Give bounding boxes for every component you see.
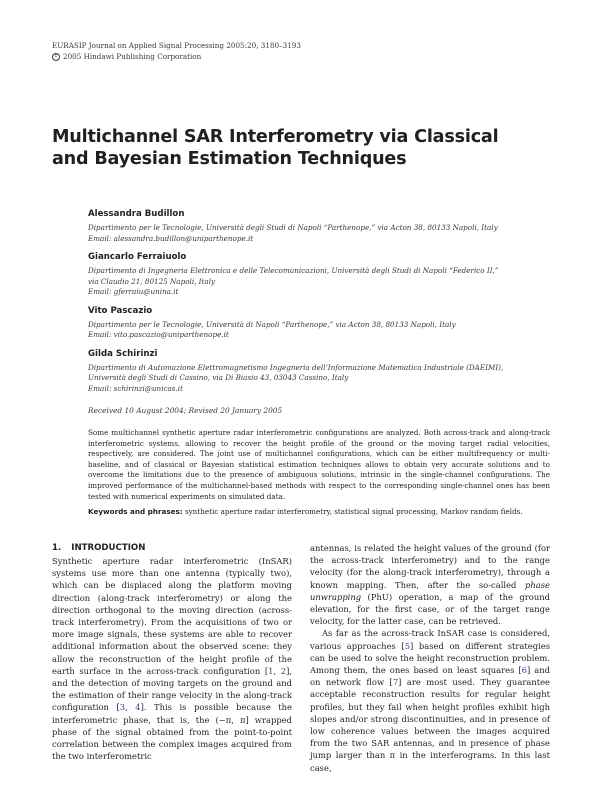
citation-link[interactable]: 2 [280, 665, 287, 676]
citation-link[interactable]: 4 [135, 702, 141, 713]
affiliation-line: via Claudio 21, 80125 Napoli, Italy [88, 276, 216, 286]
affiliation-line: Dipartimento per le Tecnologie, Università degli Studi di Napoli “Parthenope,” via Acton 38, 80133 Napoli, Italy [88, 223, 498, 232]
keywords [88, 507, 550, 518]
keywords-text: synthetic aperture radar interferometry, statistical signal processing, Markov random fields. [184, 507, 523, 516]
section-number: 1. [52, 543, 62, 553]
author-block [88, 251, 558, 298]
abstract: Some multichannel synthetic aperture radar interferometric configurations are analyzed. Both across-track and along-track interferometric systems, allowing to recover the height profile of the ground or the moving target radial velocities, respectively, are considered. The joint use of multichannel configurations, which can be either multifrequency or multi-baseline, and of classical or Bayesian statistical estimation techniques allows to obtain very accurate solutions and to overcome the limitations due to the presence of ambiguous solutions, intrinsic in the single-channel configurations. The improved performance of the multichannel-based methods with respect to the corresponding single-channel ones has been tested with numerical experiments on simulated data. [88, 428, 550, 501]
author-list [88, 208, 558, 401]
text-run: ] are most used. They guarantee acceptable reconstruction results for regular height profiles, but they fail when height profiles exhibit high slopes and/or strong discontinuities, and in presence of low coherence values between the images acquired from the two SAR antennas, and in presence of phase jump larger than π in the interferograms. In this last case, [310, 677, 550, 773]
copyright-icon: c [52, 53, 60, 61]
paper-title [52, 126, 552, 170]
affiliation-line: Dipartimento per le Tecnologie, Università di Napoli “Parthenope,” via Acton 38, 80133 Napoli, Italy [88, 319, 456, 329]
author-block [88, 208, 558, 244]
text-run: ] based on different strategies can be used to solve the height reconstruction problem. Among them, the ones based on least squares [ [310, 640, 551, 676]
emphasis-term: phase unwrapping [310, 579, 550, 602]
text-run: ], and the detection of moving targets on the ground and the estimation of their range velocity in the along-track configuration [ [52, 665, 293, 713]
text-run: ] and on network flow [ [310, 665, 550, 688]
intro-paragraph [310, 627, 550, 773]
citation-link[interactable]: 3 [119, 702, 126, 713]
received-dates: Received 10 August 2004; Revised 20 January 2005 [88, 406, 283, 415]
author-block [88, 305, 558, 341]
text-run: , [273, 665, 281, 676]
author-affiliation [88, 320, 558, 331]
author-block [88, 348, 558, 395]
title-line-2: and Bayesian Estimation Techniques [52, 149, 407, 169]
intro-paragraph [310, 542, 550, 627]
body-column-right [310, 542, 550, 774]
citation-link[interactable]: 7 [392, 677, 399, 688]
author-email: Email: vito.pascazio@uniparthenope.it [88, 330, 229, 339]
author-email: Email: alessandra.budillon@uniparthenope.it [88, 233, 254, 243]
copyright-line [52, 51, 301, 62]
author-name: Vito Pascazio [88, 305, 153, 316]
copyright-text: 2005 Hindawi Publishing Corporation [63, 52, 202, 61]
text-run: Synthetic aperture radar interferometric (InSAR) systems use more than one antenna (typically two), which can be displaced along the platform moving direction (along-track interferometry) or along the direction orthogonal to the moving direction (across-track interferometry). From the acquisitions of two or more image signals, these systems are able to recover additional information about the observed scene: they allow the reconstruction of the height profile of the earth surface in the across-track configuration [ [52, 556, 292, 676]
author-email: Email: gferraiu@unina.it [88, 287, 179, 296]
body-column-left [52, 542, 292, 762]
author-email: Email: schirinzi@unicas.it [88, 383, 183, 393]
section-heading [52, 542, 292, 555]
intro-paragraph [52, 555, 292, 762]
author-name: Giancarlo Ferraiuolo [88, 252, 187, 262]
citation-link[interactable]: 6 [521, 665, 527, 676]
text-run: As far as the across-track InSAR case is considered, various approaches [ [310, 628, 550, 651]
text-run: (PhU) operation, a map of the ground elevation, for the first case, or of the target range velocity, for the latter case, can be retrieved. [310, 591, 550, 627]
affiliation-line: Dipartimento di Automazione Elettromagnetismo Ingegneria dell’Informazione Matematica Industriale (DAEIMI), [88, 362, 504, 372]
keywords-label: Keywords and phrases: [88, 507, 183, 516]
journal-citation: EURASIP Journal on Applied Signal Processing 2005:20, 3180–3193 [52, 41, 301, 50]
text-run: ]. This is possible because the interferometric phase, that is, the (−π, π] wrapped phase of the signal obtained from the point-to-point correlation between the complex images acquired from the two interferometric [52, 702, 292, 762]
author-name: Alessandra Budillon [88, 209, 185, 219]
author-affiliation [88, 223, 558, 234]
affiliation-line: Dipartimento di Ingegneria Elettronica e delle Telecomunicazioni, Università degli Studi di Napoli “Federico II,” [88, 266, 499, 275]
journal-header [52, 40, 301, 62]
affiliation-line: Università degli Studi di Cassino, via Di Biasio 43, 03043 Cassino, Italy [88, 373, 349, 382]
text-run: antennas, is related the height values of the ground (for the across-track interferometry) and to the range velocity (for the along-track interferometry), through a known mapping. Then, after the so-called [310, 543, 550, 590]
citation-link[interactable]: 1 [268, 665, 274, 676]
title-line-1: Multichannel SAR Interferometry via Classical [52, 127, 499, 147]
section-title: INTRODUCTION [71, 543, 146, 553]
author-affiliation [88, 363, 558, 384]
author-name: Gilda Schirinzi [88, 348, 158, 359]
author-affiliation [88, 266, 558, 287]
text-run: , [125, 702, 136, 713]
citation-link[interactable]: 5 [404, 640, 411, 651]
